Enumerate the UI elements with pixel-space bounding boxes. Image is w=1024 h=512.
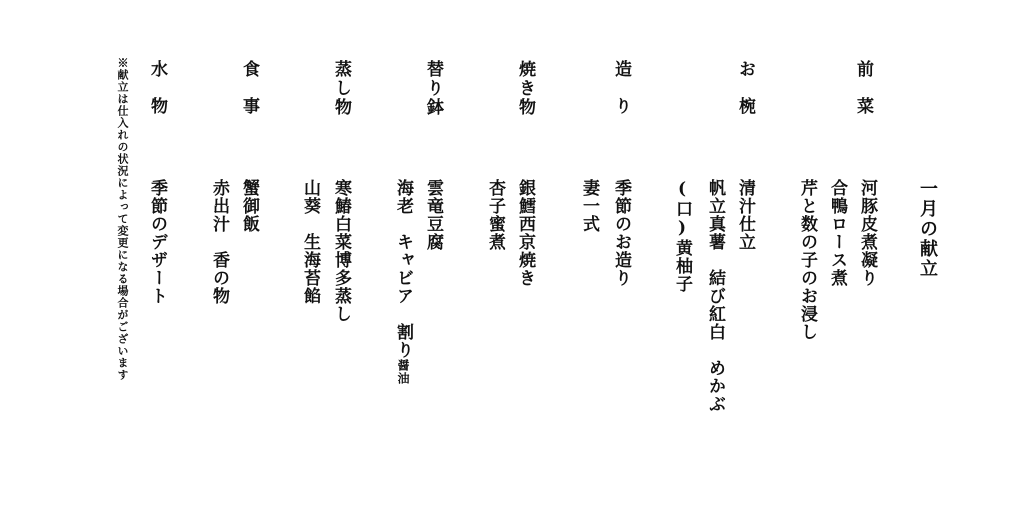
course-label-kawaribachi: 替り鉢 [423,60,443,117]
course-label-tsukuri: 造り [611,60,631,134]
course-item: 河豚皮煮凝り [857,179,877,287]
course-item: (口)黄柚子 [672,179,692,293]
course-item: 清汁仕立 [735,179,755,251]
course-label-mizumono: 水物 [147,60,167,134]
course-item: 帆立真薯 結び紅白 めかぶ [705,179,725,413]
course-label-yakimono: 焼き物 [515,60,535,117]
course-item: 蟹御飯 [239,179,259,233]
course-item: 妻一式 [579,179,599,233]
course-label-mushimono: 蒸し物 [331,60,351,117]
course-item: 季節のお造り [611,179,631,287]
course-item: 合鴨ロース煮 [827,179,847,287]
course-item: 山葵 生海苔餡 [300,179,320,305]
course-label-shokuji: 食事 [239,60,259,134]
menu-title: 一月の献立 [917,179,938,279]
menu-note: ※献立は仕入れの状況によって変更になる場合がございます [116,57,129,381]
course-item: 芹と数の子のお浸し [797,179,817,341]
course-item: 銀鱈西京焼き [515,179,535,287]
course-item: 寒鰆白菜博多蒸し [331,179,351,323]
course-item: 海老 キャビア 割り [393,179,413,359]
course-item: 赤出汁 香の物 [209,179,229,305]
course-item: 季節のデザート [147,179,167,305]
course-item: 雲竜豆腐 [423,179,443,251]
course-item-suffix: 醤油 [396,359,410,385]
course-label-zensai: 前菜 [853,60,873,134]
course-label-owan: お椀 [735,60,755,134]
course-item-with-suffix [394,179,411,385]
course-item: 杏子蜜煮 [485,179,505,251]
